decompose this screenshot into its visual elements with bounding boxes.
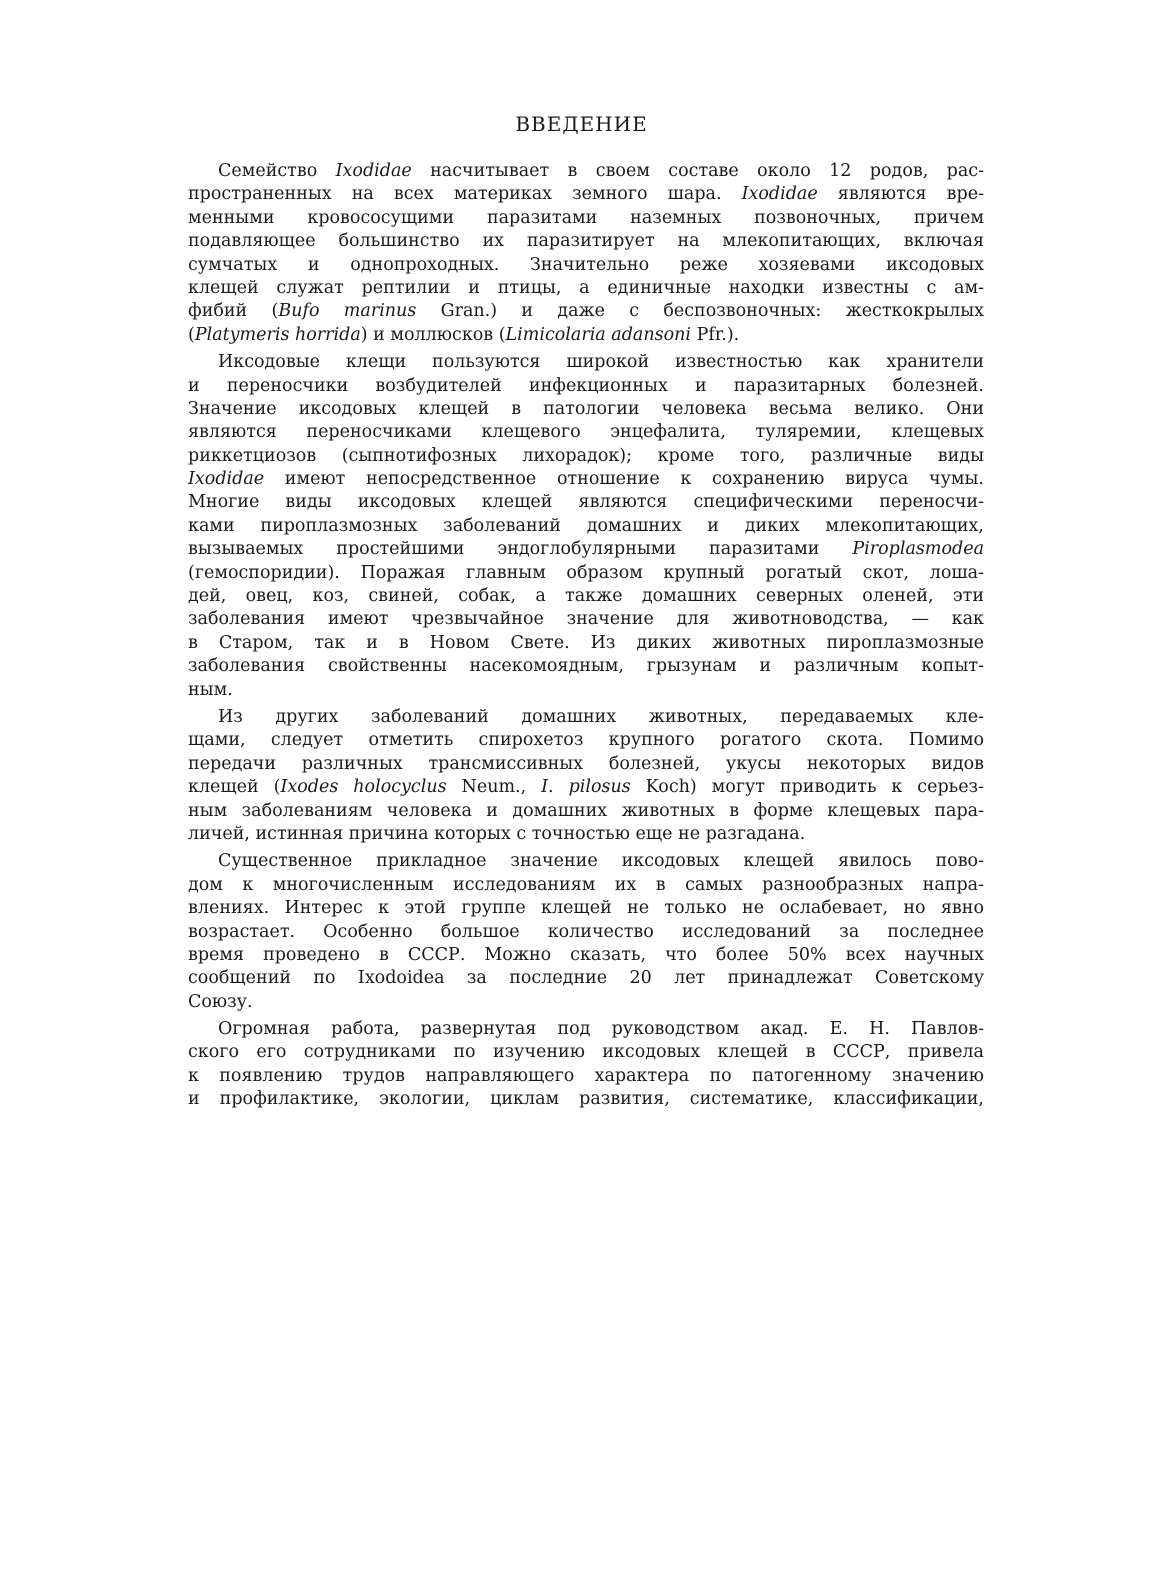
text-line	[188, 921, 984, 944]
text-line	[188, 160, 984, 183]
text-run: менными кровососущими паразитами наземных позвоночных, причем	[188, 207, 984, 228]
text-run: время проведено в СССР. Можно сказать, что более 50% всех научных	[188, 944, 984, 965]
text-line	[188, 800, 984, 823]
italic-term: Ixodidae	[335, 161, 412, 181]
text-run: дом к многочисленным исследованиям их в самых разнообразных напра-	[188, 874, 984, 895]
text-run: фибий (	[188, 301, 279, 322]
text-line	[188, 850, 984, 873]
text-run: ского его сотрудниками по изучению иксодовых клещей в СССР, привела	[188, 1042, 984, 1063]
text-run: личей, истинная причина которых с точностью еще не разгадана.	[188, 823, 806, 844]
text-line	[188, 375, 984, 398]
text-line	[188, 324, 984, 347]
text-run: и профилактике, экологии, циклам развития, систематике, классификации,	[188, 1089, 984, 1110]
text-line	[188, 776, 984, 799]
text-run: влениях. Интерес к этой группе клещей не только не ослабевает, но явно	[188, 898, 984, 919]
body-text	[188, 160, 984, 1116]
text-run: щами, следует отметить спирохетоз крупного рогатого скота. Помимо	[188, 730, 984, 751]
text-run: насчитывает в своем составе около 12 родов, рас-	[411, 161, 984, 181]
italic-term: Platymeris horrida	[194, 324, 361, 345]
italic-term: Bufo marinus	[278, 301, 417, 322]
text-line	[188, 967, 984, 990]
text-run: Многие виды иксодовых клещей являются специфическими переносчи-	[188, 492, 984, 513]
paragraph	[188, 160, 984, 347]
text-run: подавляющее большинство их паразитирует на млекопитающих, включая	[188, 231, 984, 252]
text-line	[188, 515, 984, 538]
text-run: Огромная работа, развернутая под руководством акад. Е. Н. Павлов-	[218, 1019, 984, 1040]
text-line	[188, 445, 984, 468]
text-line	[188, 632, 984, 655]
text-run: Gran.) и даже с беспозвоночных: жесткокрылых	[416, 301, 984, 322]
italic-term: I. pilosus	[541, 777, 631, 798]
text-line	[188, 944, 984, 967]
text-line	[188, 254, 984, 277]
text-run: в Старом, так и в Новом Свете. Из диких животных пироплазмозные	[188, 632, 984, 653]
text-run: ным.	[188, 679, 233, 700]
text-line	[188, 230, 984, 253]
text-line	[188, 277, 984, 300]
text-run: являются вре-	[817, 184, 984, 205]
text-line	[188, 300, 984, 323]
text-run: Neum.,	[446, 777, 542, 798]
text-run: имеют непосредственное отношение к сохранению вируса чумы.	[264, 469, 984, 490]
text-line	[188, 1018, 984, 1041]
text-line	[188, 897, 984, 920]
text-run: возрастает. Особенно большое количество исследований за последнее	[188, 921, 984, 942]
text-run: вызываемых простейшими эндоглобулярными паразитами	[188, 539, 853, 560]
text-run: Значение иксодовых клещей в патологии человека весьма велико. Они	[188, 398, 984, 419]
text-run: Koch) могут приводить к серьез-	[630, 777, 985, 798]
text-run: пространенных на всех материках земного шара.	[188, 184, 742, 205]
italic-term: Ixodes holocyclus	[280, 777, 447, 798]
text-line	[188, 538, 984, 561]
text-run: Существенное прикладное значение иксодовых клещей явилось пово-	[218, 851, 984, 872]
text-run: и переносчики возбудителей инфекционных и паразитарных болезней.	[188, 375, 984, 396]
text-line	[188, 421, 984, 444]
text-run: Семейство	[218, 161, 336, 181]
text-line	[188, 207, 984, 230]
text-line	[188, 608, 984, 631]
text-run: сообщений по Ixodoidea за последние 20 лет принадлежат Советскому	[188, 968, 984, 989]
paragraph	[188, 1018, 984, 1112]
text-line	[188, 706, 984, 729]
text-line	[188, 1065, 984, 1088]
page-title: ВВЕДЕНИЕ	[515, 112, 648, 136]
text-run: заболевания свойственны насекомоядным, грызунам и различным копыт-	[188, 656, 984, 677]
text-run: ным заболеваниям человека и домашних животных в форме клещевых пара-	[188, 800, 984, 821]
italic-term: Ixodidae	[741, 184, 818, 205]
paragraph	[188, 850, 984, 1014]
paragraph	[188, 351, 984, 702]
text-line	[188, 468, 984, 491]
text-line	[188, 823, 984, 846]
text-run: ками пироплазмозных заболеваний домашних и диких млекопитающих,	[188, 515, 984, 536]
text-run: (	[188, 324, 195, 345]
text-run: передачи различных трансмиссивных болезней, укусы некоторых видов	[188, 753, 984, 774]
italic-term: Piroplasmodea	[852, 539, 984, 560]
text-line	[188, 753, 984, 776]
text-run: риккетциозов (сыпнотифозных лихорадок); кроме того, различные виды	[188, 445, 984, 466]
text-line	[188, 491, 984, 514]
text-line	[188, 655, 984, 678]
text-run: ) и моллюсков (	[360, 324, 506, 345]
text-run: Из других заболеваний домашних животных, передаваемых кле-	[218, 706, 984, 727]
text-line	[188, 1041, 984, 1064]
paragraph	[188, 706, 984, 846]
text-line	[188, 398, 984, 421]
text-line	[188, 729, 984, 752]
text-line	[188, 183, 984, 206]
text-run: Союзу.	[188, 991, 253, 1012]
italic-term: Limicolaria adansoni	[505, 324, 692, 345]
text-line	[188, 991, 984, 1014]
text-run: Иксодовые клещи пользуются широкой известностью как хранители	[218, 352, 984, 373]
text-line	[188, 679, 984, 702]
text-run: сумчатых и однопроходных. Значительно реже хозяевами иксодовых	[188, 254, 984, 275]
text-run: заболевания имеют чрезвычайное значение для животноводства, — как	[188, 609, 984, 630]
text-line	[188, 874, 984, 897]
italic-term: Ixodidae	[188, 469, 265, 490]
text-line	[188, 351, 984, 374]
text-run: клещей служат рептилии и птицы, а единичные находки известны с ам-	[188, 277, 984, 298]
text-run: Pfr.).	[691, 324, 740, 345]
text-run: являются переносчиками клещевого энцефалита, туляремии, клещевых	[188, 422, 984, 443]
text-run: дей, овец, коз, свиней, собак, а также домашних северных оленей, эти	[188, 586, 984, 607]
text-run: (гемоспоридии). Поражая главным образом крупный рогатый скот, лоша-	[188, 562, 984, 583]
text-run: к появлению трудов направляющего характера по патогенному значению	[188, 1065, 984, 1086]
text-line	[188, 585, 984, 608]
text-line	[188, 1088, 984, 1111]
text-run: клещей (	[188, 777, 281, 798]
text-line	[188, 562, 984, 585]
